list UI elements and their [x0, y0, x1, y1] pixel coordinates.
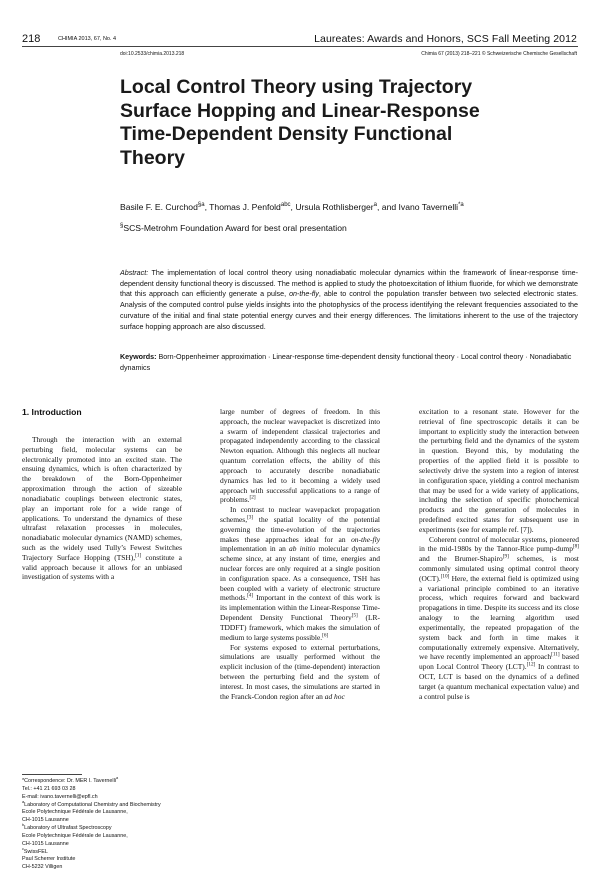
header-rule: [22, 46, 578, 47]
col3-p2-d: Here, the external field is optimized using a variational principle combined to an iterative process, which requires forward and backward propagations in time. Despite its success and its close analogy to the learning algorithm used experimentally, the repeated propagation of the system back and forth in time makes it computationally extremely expensive. Alternatively, we have recently implemented an approach: [419, 573, 579, 662]
column-1: [22, 407, 182, 582]
affil-c-text-1: SwissFEL: [23, 848, 48, 855]
citation-ref[interactable]: [4]: [247, 592, 254, 599]
col2-p2-d: molecular dynamics scheme since, at any instant of time, energies and nuclear forces are only required at a single position in configuration space. As a consequence, TSH has been coupled with a variety of electronic structure methods.: [220, 544, 380, 603]
column-2: [220, 407, 380, 701]
author-2-affil: abc: [280, 202, 291, 209]
col2-p2-f: (LR-TDDFT) framework, which makes the simulation of medium to large systems possible.: [220, 613, 380, 642]
article-title: Local Control Theory using Trajectory Surface Hopping and Linear-Response Time-Dependent Density Functional Theory: [120, 76, 480, 169]
col2-p2-a: In contrast to nuclear wavepacket propagation schemes,: [220, 505, 380, 524]
affil-b-line-3: CH-1015 Lausanne: [22, 840, 69, 847]
affil-c-line-2: Paul Scherrer Institute: [22, 856, 76, 863]
section-heading-introduction: 1. Introduction: [22, 407, 82, 417]
col3-paragraph-2: [419, 535, 579, 702]
col3-p2-c: schemes, is most commonly simulated using optimal control theory (OCT).: [419, 554, 579, 583]
abstract-text-1: The implementation of local control theory using nonadiabatic molecular dynamics within the framework of linear-response time-dependent density functional theory is discussed. The method is applied to study the photoexcitation of lithium fluoride, for which we demonstrate that this approach can efficiently generate a pulse,: [120, 269, 578, 299]
author-1-affil: §a: [197, 202, 205, 209]
affil-c-line-1: [22, 846, 182, 857]
doi[interactable]: doi:10.2533/chimia.2013.218: [120, 51, 185, 57]
tel-line: Tel.: +41 21 693 03 28: [22, 785, 76, 792]
page-number: 218: [22, 33, 41, 45]
citation-ref[interactable]: [10]: [440, 573, 450, 580]
affil-c-line-3: CH-5232 Villigen: [22, 864, 63, 871]
citation-ref[interactable]: [8]: [572, 543, 579, 550]
affil-a-line-3: CH-1015 Lausanne: [22, 817, 69, 824]
affil-b-line-1: [22, 825, 182, 833]
col1-p1-text: Through the interaction with an external perturbing field, molecular systems can be electronically promoted into an excited state. The ensuing dynamics, which is often characterized by the breakdown of the Born-Oppenheimer approximation through the action of sizeable nonadiabatic couplings between electronic states, play an important role for a wide range of applications. To understand the dynamics of these ultrafast relaxation processes in molecules, nonadiabatic molecular dynamics (NAMD) schemes, such as the widely used Tully’s Fewest Switches Trajectory Surface Hopping (TSH),: [22, 435, 182, 562]
author-4: , and Ivano Tavernelli: [377, 202, 459, 212]
citation-ref[interactable]: [5]: [351, 612, 358, 619]
affil-a-line-1: [22, 799, 182, 810]
footnote-rule: [22, 774, 82, 775]
correspondence-text: *Correspondence: Dr. MER I. Tavernelli: [22, 778, 116, 784]
col2-p3-italic: ad hoc: [324, 691, 345, 701]
abstract-label: Abstract:: [120, 269, 149, 277]
running-head: Laureates: Awards and Honors, SCS Fall Meeting 2012: [314, 33, 577, 45]
col1-p1-end: constitute a valid approach because it allows for an unbiased investigation of systems with a: [22, 552, 182, 582]
col3-p2-e: based upon Local Control Theory (LCT).: [419, 652, 579, 672]
col2-p3-a: For systems exposed to external perturbations, simulations are usually performed without the explicit inclusion of the (time-dependent) interaction between the perturbing field and the system of interest. In most cases, the simulations are started in the Franck-Condon region after an: [220, 642, 380, 701]
affil-c-mark: c: [22, 846, 24, 851]
citation-ref[interactable]: [3]: [247, 514, 254, 521]
award-text: SCS-Metrohm Foundation Award for best oral presentation: [123, 223, 347, 233]
keywords-label: Keywords:: [120, 353, 157, 361]
email-line[interactable]: E-mail: ivano.tavernelli@epfl.ch: [22, 793, 98, 800]
keywords-text: Born-Oppenheimer approximation · Linear-response time-dependent density functional theory · Local control theory · Nonadiabatic dynamics: [120, 353, 572, 372]
author-list: [120, 202, 464, 212]
col2-p2-italic-2: ab initio: [289, 544, 316, 554]
col1-paragraph-1: [22, 435, 182, 582]
citation-ref[interactable]: [9]: [502, 553, 509, 560]
affiliation-footnotes: [22, 778, 182, 872]
affil-b-mark: b: [22, 823, 25, 828]
author-3-affil: a: [373, 202, 378, 209]
col3-paragraph-1: excitation to a resonant state. However for the retrieval of fine spectroscopic details it can be important to explicitly study the interaction between the perturbing field and the dynamics of the system in question. Beyond this, by modulating the properties of the applied field it is possible to selectively drive the system into a region of interest in configuration space, yielding a control mechanism that may be used for a wide variety of applications, including the selection of specific photochemical products and the generation of molecules in predefined excited states for subsequent use in experiments (see for example ref. [7]).: [419, 407, 579, 534]
col2-paragraph-1: [220, 407, 380, 505]
author-3: , Ursula Rothlisberger: [290, 202, 374, 212]
abstract: [120, 268, 578, 332]
award-mark: §: [120, 223, 124, 230]
abstract-text-2: , able to control the population transfer between two selected electronic states. Analysis of the computed control pulse yields insights into the photophysics of the process identifying the relevant frequencies associated to the curvature of the initial and final state potential energy curves and their energy differences. The limitations inherent to the use of the trajectory surface hopping approach are also discussed.: [120, 290, 578, 331]
copyright-line: Chimia 67 (2013) 218–221 © Schweizerische Chemische Gesellschaft: [421, 51, 577, 57]
correspondence-line: [22, 778, 182, 786]
citation-ref[interactable]: [6]: [322, 632, 329, 639]
col2-p2-b: the spatial locality of the potential governing the time-evolution of the trajectories makes these approaches ideal for an: [220, 514, 380, 544]
col3-p2-b: and the Brumer-Shapiro: [419, 554, 503, 564]
affil-a-text-1: Laboratory of Computational Chemistry and Biochemistry: [24, 801, 161, 808]
author-2: , Thomas J. Penfold: [204, 202, 281, 212]
citation-ref[interactable]: [1]: [135, 552, 142, 559]
col3-p2-a: Coherent control of molecular systems, pioneered in the mid-1980s by the Tannor-Rice pump-dump: [419, 534, 579, 554]
author-4-affil: *a: [458, 202, 464, 209]
citation-ref[interactable]: [2]: [249, 494, 256, 501]
col3-p2-f: In contrast to OCT, LCT is based on the dynamics of a defined target (a quantum mechanical expectation value) and a control pulse is: [419, 662, 579, 701]
correspondence-affil: a: [115, 776, 119, 781]
affil-b-line-2: Ecole Polytechnique Fédérale de Lausanne,: [22, 832, 128, 839]
author-1: Basile F. E. Curchod: [120, 202, 198, 212]
abstract-italic: on-the-fly: [289, 290, 319, 299]
col2-p2-e: Important in the context of this work is its implementation within the Linear-Response Time-Dependent Density Functional Theory: [220, 593, 380, 623]
col2-paragraph-3: [220, 643, 380, 702]
affil-a-line-2: Ecole Polytechnique Fédérale de Lausanne,: [22, 809, 128, 816]
affil-b-text-1: Laboratory of Ultrafast Spectroscopy: [24, 825, 112, 832]
col2-p2-c: implementation in an: [220, 544, 290, 554]
column-3: [419, 407, 579, 701]
journal-info: CHIMIA 2013, 67, No. 4: [58, 36, 117, 42]
col2-p1-text: large number of degrees of freedom. In this approach, the nuclear wavepacket is discretized into a swarm of independent classical trajectories and propagated independently according to the classical Newton equation. Although this neglects all nuclear quantum correlation effects, the ability of this approach to accurately describe nonadiabatic dynamics has led to it becoming a widely used approach with successful applications to a range of problems.: [220, 407, 380, 505]
award-note: [120, 223, 347, 233]
col2-p2-italic-1: on-the-fly: [351, 534, 380, 544]
affil-a-mark: a: [22, 799, 25, 804]
citation-ref[interactable]: [11]: [551, 651, 560, 658]
keywords: [120, 352, 578, 373]
citation-ref[interactable]: [12]: [526, 661, 536, 668]
col2-paragraph-2: [220, 505, 380, 642]
